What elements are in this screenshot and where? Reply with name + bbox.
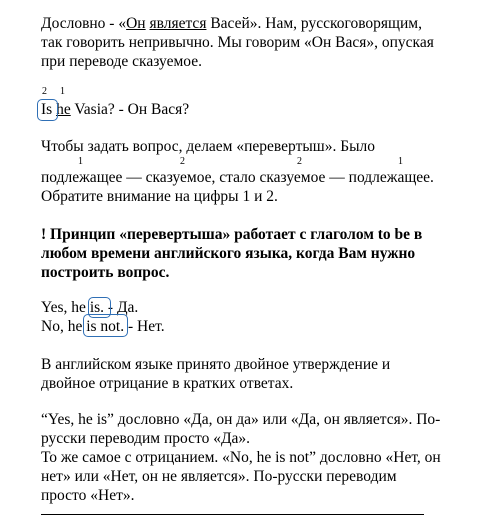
paragraph-line: То же самое с отрицанием. «No, he is not” дословно «Нет, он bbox=[41, 449, 441, 466]
order-number: 2 bbox=[42, 86, 47, 97]
order-number: 1 bbox=[60, 86, 65, 97]
paragraph-line bbox=[41, 15, 422, 33]
highlight-box bbox=[83, 314, 128, 337]
text-span: Is bbox=[41, 101, 53, 118]
order-number: 2 bbox=[297, 156, 302, 167]
paragraph-line: просто «Нет». bbox=[41, 487, 135, 504]
underlined-subject: Он bbox=[126, 15, 146, 32]
text-span: is not. bbox=[86, 318, 125, 335]
bold-note-line: любом времени английского языка, когда Вам нужно bbox=[41, 245, 416, 262]
bold-note-line: ! Принцип «перевертыша» работает с глаголом to be в bbox=[41, 226, 423, 243]
paragraph-line: двойное отрицание в кратких ответах. bbox=[41, 375, 294, 392]
highlight-box bbox=[37, 99, 58, 121]
example-line bbox=[41, 101, 189, 119]
text-span: - Да. bbox=[104, 299, 139, 316]
order-number: 1 bbox=[398, 156, 403, 167]
text-span: No, he bbox=[41, 318, 87, 335]
bold-note-line: построить вопрос. bbox=[41, 264, 170, 281]
text-span: is. bbox=[89, 299, 105, 316]
order-number: 1 bbox=[78, 156, 83, 167]
paragraph-line: Обратите внимание на цифры 1 и 2. bbox=[41, 188, 278, 205]
paragraph-line: В английском языке принято двойное утверждение и bbox=[41, 356, 391, 373]
paragraph-line: “Yes, he is” дословно «Да, он да» или «Да, он является». По- bbox=[41, 411, 441, 428]
paragraph-line: подлежащее — сказуемое, стало сказуемое — подлежащее. bbox=[41, 169, 434, 186]
paragraph-line: Чтобы задать вопрос, делаем «перевертыш». Было bbox=[41, 138, 375, 155]
paragraph-line: так говорить непривычно. Мы говорим «Он Вася», опуская bbox=[41, 34, 434, 51]
paragraph-line: русски переводим просто «Да». bbox=[41, 430, 251, 447]
text-span: Дословно - « bbox=[41, 15, 127, 32]
paragraph-line: при переводе сказуемое. bbox=[41, 53, 202, 70]
text-span: Васей». Нам, русскоговорящим, bbox=[206, 15, 422, 32]
paragraph-line: нет» или «Нет, он не является». По-русски переводим bbox=[41, 468, 397, 485]
underlined-subject: he bbox=[56, 101, 71, 118]
text-span: Yes, he bbox=[41, 299, 90, 316]
bottom-rule bbox=[41, 514, 424, 515]
order-number: 2 bbox=[180, 156, 185, 167]
text-span: - Нет. bbox=[124, 318, 165, 335]
text-span: Vasia? - Он Вася? bbox=[70, 101, 190, 118]
underlined-predicate: является bbox=[149, 15, 207, 32]
